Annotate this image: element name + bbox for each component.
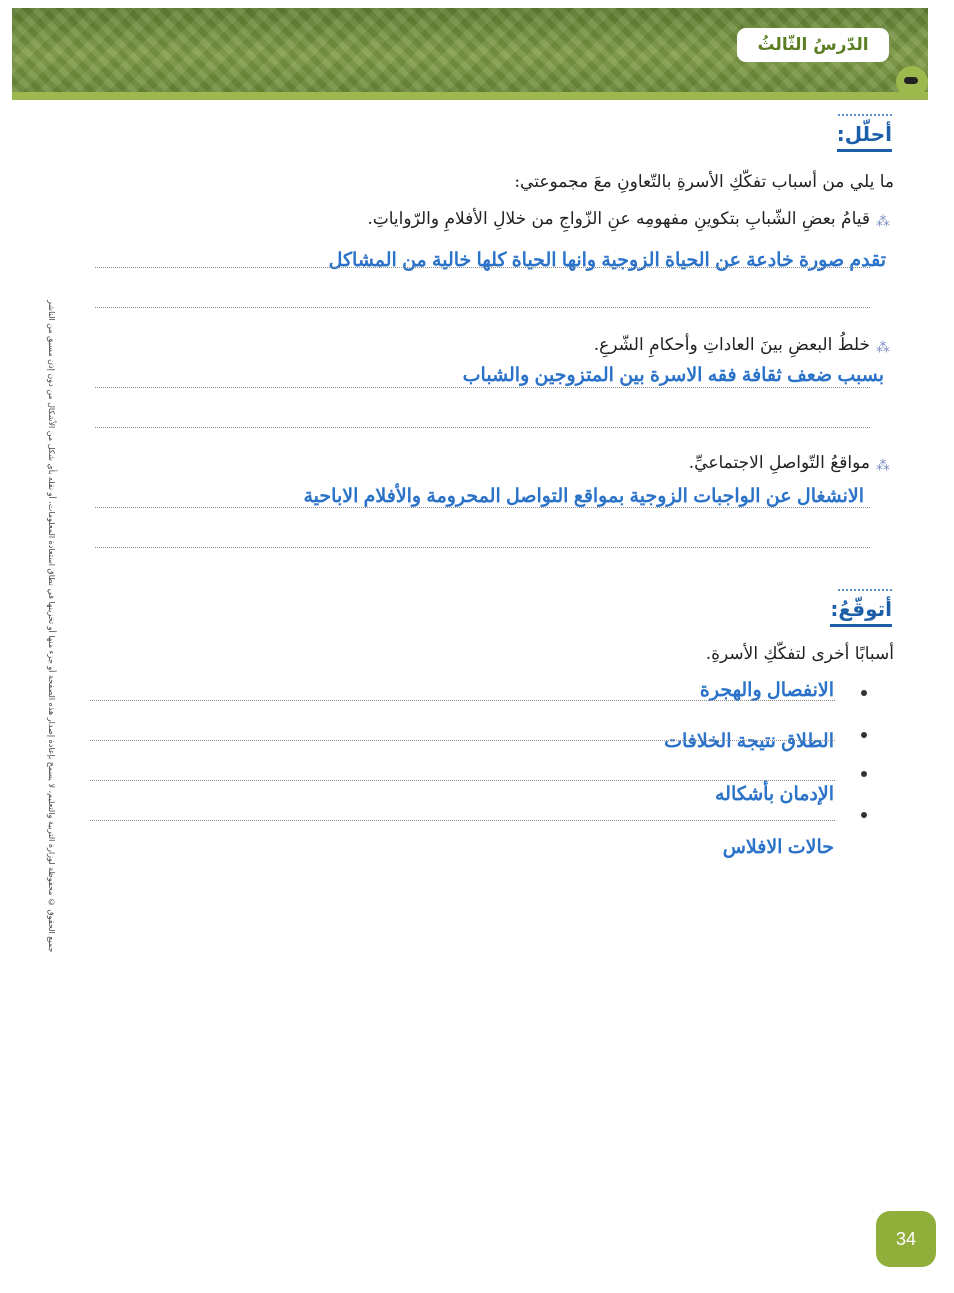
analyze-answer-2[interactable]: بسبب ضعف ثقافة فقه الاسرة بين المتزوجين والشباب: [462, 365, 884, 386]
list-bullet: [861, 732, 867, 738]
answer-line: [90, 700, 835, 701]
answer-line: [90, 740, 835, 741]
answer-line: [95, 387, 870, 388]
answer-line: [90, 780, 835, 781]
star-bullet-icon: ⁂: [876, 340, 890, 356]
expect-answer-1[interactable]: الانفصال والهجرة: [699, 680, 834, 701]
answer-line: [95, 547, 870, 548]
expect-heading: أتوقّعُ:: [830, 597, 892, 627]
answer-line: [95, 427, 870, 428]
star-bullet-icon: ⁂: [876, 458, 890, 474]
answer-line: [90, 820, 835, 821]
expect-answer-3[interactable]: الإدمان بأشكاله: [714, 784, 834, 805]
copyright-note: جميع الحقوق © محفوظة لوزارة التربية والتعليم، لا يسمح بإعادة إصدار هذه الصفحة أو جزء منها أو تخزينها في نطاق استعادة المعلومات، أو نقله بأي شكل من الأشكال من دون إذن مسبق من الناشر: [47, 300, 56, 953]
list-bullet: [861, 690, 867, 696]
analyze-item-1: قيامُ بعضِ الشّبابِ بتكوينِ مفهومِه عنِ الزّواجِ من خلالِ الأفلامِ والرّواياتِ.: [367, 209, 870, 229]
list-bullet: [861, 812, 867, 818]
answer-line: [95, 307, 870, 308]
answer-line: [95, 267, 870, 268]
banner-curl-decoration: [896, 66, 928, 98]
answer-line: [95, 507, 870, 508]
analyze-answer-3[interactable]: الانشغال عن الواجبات الزوجية بمواقع التواصل المحرومة والأفلام الاباحية: [303, 486, 864, 507]
analyze-item-3: مواقعُ التّواصلِ الاجتماعيِّ.: [688, 453, 870, 473]
analyze-intro: ما يلي من أسباب تفكّكِ الأسرةِ بالتّعاونِ معَ مجموعتي:: [514, 172, 894, 192]
page-number: 34: [876, 1211, 936, 1267]
analyze-answer-1[interactable]: تقدم صورة خادعة عن الحياة الزوجية وانها الحياة كلها خالية من المشاكل: [328, 250, 886, 271]
analyze-heading: أحلّل:: [837, 122, 892, 152]
expect-answer-2[interactable]: الطلاق نتيجة الخلافات: [664, 731, 834, 752]
expect-answer-4[interactable]: حالات الافلاس: [722, 837, 834, 858]
expect-intro: أسبابًا أخرى لتفكّكِ الأسرةِ.: [705, 644, 894, 664]
star-bullet-icon: ⁂: [876, 214, 890, 230]
lesson-label: الدّرسُ الثّالثُ: [737, 28, 889, 62]
analyze-item-2: خلطُ البعضِ بينَ العاداتِ وأحكامِ الشّرعِ.: [593, 335, 870, 355]
list-bullet: [861, 771, 867, 777]
